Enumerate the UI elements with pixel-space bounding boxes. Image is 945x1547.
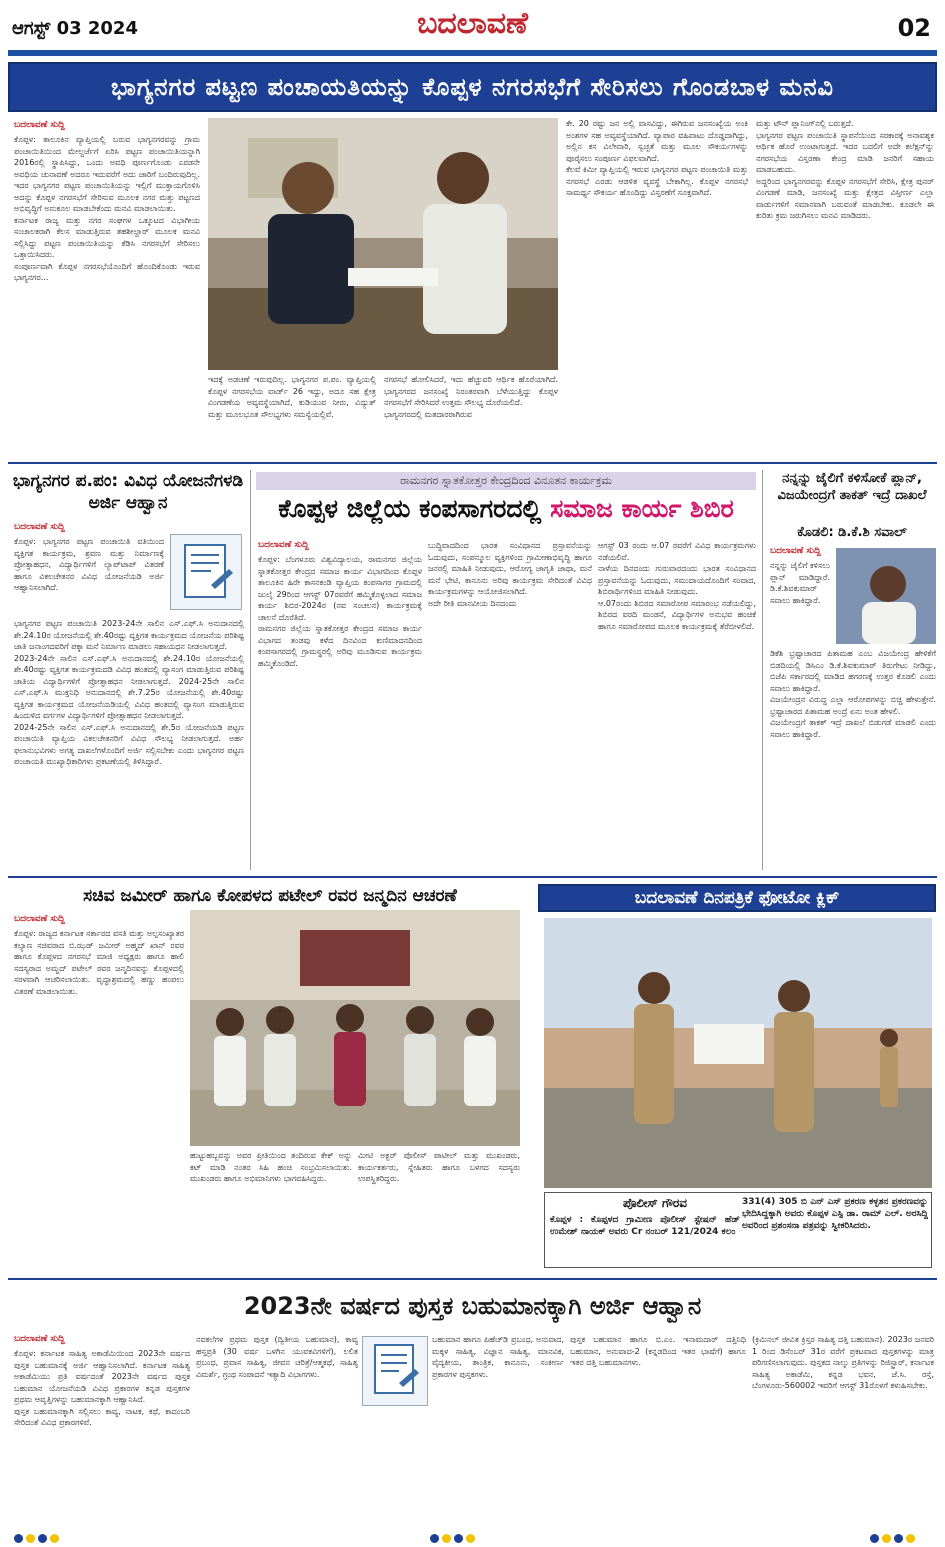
lead-byline: ಬದಲಾವಣೆ ಸುದ್ದಿ (14, 120, 65, 130)
dks-photo (836, 548, 936, 644)
dks-side-text: ನನ್ನನ್ನು ಜೈಲಿಗೆ ಕಳಿಸಲು ಪ್ಲಾನ್ ಮಾಡಿದ್ದಾರೆ. ಡಿ.ಕೆ.ಶಿವಕುಮಾರ್ ಸವಾಲು ಹಾಕಿದ್ದಾರೆ. (770, 561, 830, 605)
photo-caption-left: ಕೊಪ್ಪಳ : ಕೊಪ್ಪಳದ ಗ್ರಾಮೀಣ ಪೊಲೀಸ್ ಸ್ಟೇಷನ್ ಹೆಡ್ ಉಮೇಶ್ ನಾಯಕ್ ಅವರು Cr ನಂಬರ್ 121/2024 ಕಲಂ (550, 1215, 740, 1237)
section-divider (8, 876, 937, 878)
camp-headline (256, 494, 756, 524)
police-photo (544, 918, 932, 1188)
photo-caption-right: 331(4) 305 ಬಿ ಎನ್ ಎಸ್ ಪ್ರಕರಣ ಕಳ್ಳತನ ಪ್ರಕರಣವನ್ನು ಭೇದಿಸಿದ್ದಕ್ಕಾಗಿ ಅವರು ಕೊಪ್ಪಳ ಎಸ್ಪಿ ಡಾ. ರಾಮ್ ಎಲ್. ಅರಸಿದ್ದಿ ಅವರಿಂದ ಪ್ರಶಂಸನಾ ಪತ್ರವನ್ನು ಸ್ವೀಕರಿಸಿದರು. (742, 1197, 928, 1231)
lead-column-4: ಮತ್ತು ಟೌನ್ ಪ್ಲಾನಿಂಗ್‌ನಲ್ಲಿ ಬರುತ್ತದೆ. ಭಾಗ್ಯನಗರ ಪಟ್ಟಣ ಪಂಚಾಯಿತಿ ಸ್ಥಾಪನೆಯಿಂದ ಸರಕಾರಕ್ಕೆ ಅನಾವಶ್ಯಕ ಆರ್ಥಿಕ ಹೊರೆ ಉಂಟಾಗುತ್ತದೆ. ಇದರ ಬದಲಿಗೆ ಅದೇ ಕಲೆಕ್ಷನ್‌ನ್ನು ನಗರಸಭೆಯ ವಿಸ್ತರಣಾ ಕೇಂದ್ರ ಮಾಡಿ ಜನರಿಗೆ ಸಹಾಯ ಮಾಡಬಹುದು. ಅದ್ದರಿಂದ ಭಾಗ್ಯನಗರವನ್ನು ಕೊಪ್ಪಳ ನಗರಸಭೆಗೆ ಸೇರಿಸಿ, ಕ್ಷೇತ್ರ ಪುನರ್ ವಿಂಗಡಣೆ ಮಾಡಿ, ಜನಸಂಖ್ಯೆ ಮತ್ತು ಕ್ಷೇತ್ರದ ವಿಸ್ತೀರ್ಣ ಎಲ್ಲಾ ವಾರ್ಡುಗಳಿಗೆ ಸಮಾನವಾಗಿ ಬರುವಂತೆ ಮಾಡಬೇಕು. ಕೂಡಲೇ ಈ ಕುರಿತು ಕ್ರಮ ಜರುಗಿಸಲು ಮನವಿ ಮಾಡಿದರು. (756, 119, 934, 220)
camp-kicker: ರಾಮನಗರ ಸ್ನಾತಕೋತ್ತರ ಕೇಂದ್ರದಿಂದ ವಿನೂತನ ಕಾರ್ಯಕ್ರಮ (256, 472, 756, 490)
page-number: 02 (897, 14, 931, 42)
dks-subhead: ಕೊಡಲಿ: ಡಿ.ಕೆ.ಶಿ ಸವಾಲ್ (797, 525, 907, 540)
footer-dots-right (870, 1528, 918, 1547)
camp-column-3: ಆಗಸ್ಟ್ 03 ರಂದು ಆ.07 ರವರೆಗೆ ವಿವಿಧ ಕಾರ್ಯಕ್ರಮಗಳು ನಡೆಯಲಿವೆ. ನಾಳೆಯ ದಿನದಂದು ಗುರುವಾರದಂದು ಭಾರತ ಸಂವಿಧಾನದ ಪ್ರಸ್ತಾವನೆಯನ್ನು ಓದುವುದು, ಸಮುದಾಯದೊಂದಿಗೆ ಸಂವಾದ, ಶಿಬಿರಾರ್ಥಿಗಳಿಂದ ಮಾಹಿತಿ ನೀಡುವುದು. ಆ.07ರಂದು ಶಿಬಿರದ ಸಮಾರೋಪ ಸಮಾರಂಭ ನಡೆಯಲಿದ್ದು, ಶಿಬಿರದ ವರದಿ ಮಂಡನೆ, ವಿದ್ಯಾರ್ಥಿಗಳ ಅನುಭವ ಹಂಚಿಕೆ ಹಾಗೂ ಸಮಾರೋಪದ ಮೂಲಕ ಕಾರ್ಯಕ್ರಮಕ್ಕೆ ತೆರೆಬೀಳಲಿದೆ. (598, 541, 756, 631)
lead-photo (208, 118, 558, 370)
schemes-headline: ಭಾಗ್ಯನಗರ ಪ.ಪಂ: ವಿವಿಧ ಯೋಜನೆಗಳಡಿ ಅರ್ಜಿ ಆಹ್ವಾನ (12, 471, 244, 513)
schemes-lead: ಕೊಪ್ಪಳ: ಭಾಗ್ಯನಗರ ಪಟ್ಟಣ ಪಂಚಾಯಿತಿ ವತಿಯಿಂದ ವ್ಯಕ್ತಿಗತ ಕಾರ್ಯಕ್ರಮ, ಶ್ರವಣ ಮತ್ತು ನಿರ್ಮಾಣಕ್ಕೆ ಪ್ರೋತ್ಸಾಹಧನ, ವಿದ್ಯಾರ್ಥಿಗಳಿಗೆ ಲ್ಯಾಪ್‌ಟಾಪ್ ವಿತರಣೆ ಹಾಗೂ ವಿಕಲಚೇತನರ ವಿವಿಧ ಯೋಜನೆಯಡಿ ಅರ್ಜಿ ಆಹ್ವಾನಿಸಲಾಗಿದೆ. (14, 537, 164, 592)
award-column-4: ಪುಸ್ತಕ ಬಹುಮಾನ ಹಾಗೂ ಬಿ.ಎಂ. ಇನಾಮದಾರ್ ದತ್ತಿನಿಧಿ ಬಹುಮಾನ, ಅನುವಾದ-2 (ಕನ್ನಡದಿಂದ ಇತರ ಭಾಷೆಗೆ) ಹಾಗೂ ಇತರ ದತ್ತಿ ಬಹುಮಾನಗಳು. (570, 1335, 746, 1367)
award-column-5: (ಕ್ರಿಮಿನಲ್ ಜೀವಿತ ಕ್ರಿಸ್ತರ ಸಾಹಿತ್ಯ ದತ್ತಿ ಬಹುಮಾನ). 2023ರ ಜನವರಿ 1 ರಿಂದ ಡಿಸೆಂಬರ್ 31ರ ವರೆಗೆ ಪ್ರಕಟವಾದ ಪುಸ್ತಕಗಳನ್ನು ಮಾತ್ರ ಪರಿಗಣಿಸಲಾಗುವುದು. ಪುಸ್ತಕದ ನಾಲ್ಕು ಪ್ರತಿಗಳನ್ನು ರಿಜಿಸ್ಟ್ರಾರ್, ಕರ್ನಾಟಕ ಸಾಹಿತ್ಯ ಅಕಾಡೆಮಿ, ಕನ್ನಡ ಭವನ, ಜೆ.ಸಿ. ರಸ್ತೆ, ಬೆಂಗಳೂರು-560002 ಇವರಿಗೆ ಆಗಸ್ಟ್ 31ರೊಳಗೆ ಕಳುಹಿಸಬೇಕು. (752, 1335, 934, 1390)
issue-date: ಆಗಸ್ಟ್ 03 2024 (12, 18, 138, 39)
birthday-headline: ಸಚಿವ ಜಮೀರ್ ಹಾಗೂ ಕೋಪಳದ ಪಟೇಲ್ ರವರ ಜನ್ಮದಿನ ಆಚರಣೆ (83, 886, 457, 906)
birthday-column-2: ಹುಟ್ಟುಹಬ್ಬವನ್ನು ಅವರ ಪ್ರೀತಿಯಿಂದ ತಂದಿರುವ ಕೇಕ್ ಅನ್ನು ಕಟ್ ಮಾಡಿ ನಂತರ ಸಿಹಿ ಹಂಚಿ ಸಂಭ್ರಮಿಸಲಾಯಿತು. ಮುಖಂಡರು ಹಾಗೂ ಅಭಿಮಾನಿಗಳು ಭಾಗವಹಿಸಿದ್ದರು. (190, 1151, 352, 1183)
footer-dots-center (430, 1528, 478, 1547)
birthday-column-3: ಮೀಟಿ ಅಕ್ಬರ್ ಪೊಲೀಸ್ ಪಾಟೀಲ್ ಮತ್ತು ಮುಖಂಡರು, ಕಾರ್ಯಕರ್ತರು, ಸ್ನೇಹಿತರು ಹಾಗೂ ಬಳಗದ ಸದಸ್ಯರು ಉಪಸ್ಥಿತರಿದ್ದರು. (358, 1151, 520, 1183)
award-form-icon (362, 1336, 428, 1406)
birthday-byline: ಬದಲಾವಣೆ ಸುದ್ದಿ (14, 914, 65, 924)
award-column-3: ಬಹುಮಾನ ಹಾಗೂ ಪಿಹೆಚ್‌ಡಿ ಪ್ರಬಂಧ, ಅನುವಾದ, ಮಕ್ಕಳ ಸಾಹಿತ್ಯ, ವಿಜ್ಞಾನ ಸಾಹಿತ್ಯ, ಮಾನವಿಕ, ವೈದ್ಯಕೀಯ, ತಾಂತ್ರಿಕ, ಕಾನೂನು, ಸಂಕೀರ್ಣ ಪ್ರಕಾರಗಳ ಪುಸ್ತಕಗಳು. (432, 1335, 564, 1379)
lead-column-1: ಕೊಪ್ಪಳ: ತಾಲೂಕಿನ ವ್ಯಾಪ್ತಿಯಲ್ಲಿ ಬರುವ ಭಾಗ್ಯನಗರವನ್ನು ಗ್ರಾಮ ಪಂಚಾಯಿತಿಯಿಂದ ಮೇಲ್ದರ್ಜೆಗೆ ಏರಿಸಿ ಪಟ್ಟಣ ಪಂಚಾಯಿತಿಯನ್ನಾಗಿ 2016ರಲ್ಲಿ ಸ್ಥಾಪಿಸಿದ್ದು, ಒಂದು ಅವಧಿ ಪೂರ್ಣಗೊಂಡು ಎರಡನೇ ಅವಧಿಯ ಚುನಾವಣೆ ಅದರೂ ಇದುವರೆಗೆ ಅದು ಜಾರಿಗೆ ಬಂದಿರುವುದಿಲ್ಲ. ಇದರ ಭಾಗ್ಯನಗರ ಪಟ್ಟಣ ಪಂಚಾಯಿತಿಯನ್ನು ಇಲ್ಲಿಗೆ ಮುಕ್ತಾಯಗೊಳಿಸಿ ಅದನ್ನು ಕೊಪ್ಪಳ ನಗರಸಭೆಗೆ ಸೇರಿಸುವ ಮೂಲಕ ನಗರ ಮತ್ತು ಪಟ್ಟಣದ ಅಭಿವೃದ್ಧಿಗೆ ಅನುಕೂಲ ಮಾಡಬೇಕೆಂದು ಮನವಿ ಮಾಡಲಾಯಿತು. ಕರ್ನಾಟಕ ರಾಜ್ಯ ಮತ್ತು ನಗರ ಸಂಘಗಳ ಒಕ್ಕೂಟದ ವಿಭಾಗೀಯ ಸಂಚಾಲಕರಾಗಿ ಕೆಲಸ ಮಾಡುತ್ತಿರುವ ತಹಶೀಲ್ದಾರ್ ಮೂಲಕ ಮನವಿ ಸಲ್ಲಿಸಿದ್ದು ಪಟ್ಟಣ ಪಂಚಾಯಿತಿಯನ್ನು ಕೆಡಿಸಿ ನಗರಸಭೆಗೆ ಸೇರಿಸಲು ಒತ್ತಾಯಿಸಿದರು. ಸಂಪೂರ್ಣವಾಗಿ ಕೊಪ್ಪಳ ನಗರಸಭೆಯೊಂದಿಗೆ ಹೊಂದಿಕೊಂಡು ಇರುವ ಭಾಗ್ಯನಗರ... (14, 135, 200, 282)
camp-headline-part1: ಕೊಪ್ಪಳ ಜಿಲ್ಲೆಯ ಕಂಪಸಾಗರದಲ್ಲಿ (278, 494, 542, 523)
award-headline: 2023ನೇ ವರ್ಷದ ಪುಸ್ತಕ ಬಹುಮಾನಕ್ಕಾಗಿ ಅರ್ಜಿ ಆಹ್ವಾನ (243, 1292, 702, 1320)
form-icon (170, 534, 242, 610)
section-divider (8, 1278, 937, 1280)
lead-headline: ಭಾಗ್ಯನಗರ ಪಟ್ಟಣ ಪಂಚಾಯತಿಯನ್ನು ಕೊಪ್ಪಳ ನಗರಸಭೆಗೆ ಸೇರಿಸಲು ಗೊಂಡಬಾಳ ಮನವಿ (8, 62, 937, 112)
camp-byline: ಬದಲಾವಣೆ ಸುದ್ದಿ (258, 540, 309, 550)
camp-headline-part2: ಸಮಾಜ ಕಾರ್ಯ ಶಿಬಿರ (550, 494, 734, 523)
award-byline: ಬದಲಾವಣೆ ಸುದ್ದಿ (14, 1334, 65, 1344)
paper-title: ಬದಲಾವಣೆ (417, 6, 528, 41)
dks-byline: ಬದಲಾವಣೆ ಸುದ್ದಿ (770, 546, 821, 556)
photo-caption-title: ಪೊಲೀಸ್ ಗೌರವ (623, 1196, 687, 1210)
award-column-1: ಕೊಪ್ಪಳ: ಕರ್ನಾಟಕ ಸಾಹಿತ್ಯ ಅಕಾಡೆಮಿಯಿಂದ 2023ನೇ ವರ್ಷದ ಪುಸ್ತಕ ಬಹುಮಾನಕ್ಕೆ ಅರ್ಜಿ ಆಹ್ವಾನಿಸಲಾಗಿದೆ. ಕರ್ನಾಟಕ ಸಾಹಿತ್ಯ ಅಕಾಡೆಮಿಯು ಪ್ರತಿ ವರ್ಷದಂತೆ 2023ನೇ ವರ್ಷದ ಪುಸ್ತಕ ಬಹುಮಾನ ಯೋಜನೆಯಡಿ ವಿವಿಧ ಪ್ರಕಾರಗಳ ಕನ್ನಡ ಪುಸ್ತಕಗಳ ಪ್ರಥಮ ಆವೃತ್ತಿಗಳನ್ನು ಬಹುಮಾನಕ್ಕಾಗಿ ಆಹ್ವಾನಿಸಿದೆ. ಪುಸ್ತಕ ಬಹುಮಾನಕ್ಕಾಗಿ ಸಲ್ಲಿಸಲು ಕಾವ್ಯ, ನಾಟಕ, ಕಥೆ, ಕಾದಂಬರಿ ಸೇರಿದಂತೆ ವಿವಿಧ ಪ್ರಕಾರಗಳಿವೆ. (14, 1349, 190, 1427)
birthday-column-1: ಕೊಪ್ಪಳ: ರಾಜ್ಯದ ಕರ್ನಾಟಕ ಸರ್ಕಾರದ ವಸತಿ ಮತ್ತು ಅಲ್ಪಸಂಖ್ಯಾತರ ಕಲ್ಯಾಣ ಸಚಿವರಾದ ಬಿ.ಝಡ್ ಜಮೀರ್ ಅಹ್ಮದ್ ಖಾನ್ ರವರ ಹಾಗೂ ಕೊಪ್ಪಳದ ನಗರಸಭೆ ಮಾಜಿ ಅಧ್ಯಕ್ಷರು ಹಾಗೂ ಹಾಲಿ ಸದಸ್ಯರಾದ ಅಮ್ಜದ್ ಪಟೇಲ್ ರವರ ಜನ್ಮದಿನವನ್ನು ಕೊಪ್ಪಳದಲ್ಲಿ ಸರಳವಾಗಿ ಆಚರಿಸಲಾಯಿತು. ವೃದ್ಧಾಶ್ರಮದಲ್ಲಿ ಹಣ್ಣು ಹಂಪಲು ವಿತರಣೆ ಮಾಡಲಾಯಿತು. (14, 929, 184, 996)
lead-column-2a: ಇದಕ್ಕೆ ಅಡಚಣೆ ಇರುವುದಿಲ್ಲ. ಭಾಗ್ಯನಗರ ಪ.ಪಂ. ವ್ಯಾಪ್ತಿಯಲ್ಲಿ ಕೊಪ್ಪಳ ನಗರಸಭೆಯ ವಾರ್ಡ್ 26 ಇದ್ದು, ಅದೂ ಸಹ ಕ್ಷೇತ್ರ ವಿಂಗಡಣೆಯ ಅವ್ಯವಸ್ಥೆಯಾಗಿದೆ, ಕುಡಿಯುವ ನೀರು, ವಿದ್ಯುತ್ ಮತ್ತು ಮೂಲಭೂತ ಸೌಲಭ್ಯಗಳು ಸಮಸ್ಯೆಯಲ್ಲಿವೆ. (208, 375, 376, 419)
header-rule (8, 50, 937, 56)
award-column-2: ನವಕಲೆಗಳ ಪ್ರಥಮ ಪುಸ್ತಕ (ದ್ವಿತೀಯ ಬಹುಮಾನ), ಕಾವ್ಯ ಹಸ್ತಪ್ರತಿ (30 ವರ್ಷ ಒಳಗಿನ ಯುವಕವಿಗಳಿಗೆ), ಲಲಿತ ಪ್ರಬಂಧ, ಪ್ರವಾಸ ಸಾಹಿತ್ಯ, ಜೀವನ ಚರಿತ್ರೆ/ಆತ್ಮಕಥೆ, ಸಾಹಿತ್ಯ ವಿಮರ್ಶೆ, ಗ್ರಂಥ ಸಂಪಾದನೆ ಇತ್ಯಾದಿ ವಿಭಾಗಗಳು. (196, 1335, 358, 1379)
column-rule (250, 470, 251, 870)
section-divider (8, 462, 937, 464)
lead-column-3: ಕೇ. 20 ರಷ್ಟು ಜನ ಅಲ್ಲಿ ವಾಸವಿದ್ದು, ಈಗಿರುವ ಜನಸಂಖ್ಯೆಯ ಅಂಕಿ ಅಂಶಗಳ ಸಹ ಅವ್ಯವಸ್ಥೆಯಾಗಿದೆ. ವ್ಯಾಪಾರ ವಹಿವಾಟು ದೊಡ್ಡದಾಗಿದ್ದು, ಅಲ್ಲಿನ ಕಸ ವಿಲೇವಾರಿ, ಸ್ವಚ್ಛತೆ ಮತ್ತು ಮೂಲ ಸೌಕರ್ಯಗಳನ್ನು ಪೂರೈಸಲು ಸಂಪೂರ್ಣ ವಿಫಲವಾಗಿದೆ. ಕೆಲವೆ ಕಿಮೀ ವ್ಯಾಪ್ತಿಯಲ್ಲಿ ಇರುವ ಭಾಗ್ಯನಗರ ಪಟ್ಟಣ ಪಂಚಾಯಿತಿ ಮತ್ತು ನಗರಸಭೆ ಎರಡು ಆಡಳಿತ ವ್ಯವಸ್ಥೆ ಬೇಕಾಗಿಲ್ಲ. ಕೊಪ್ಪಳ ನಗರಸಭೆ ಸಾಮರ್ಥ್ಯ ಸೌಕರ್ಯ ಹೊಂದಿದ್ದು ವಿಸ್ತರಣೆಗೆ ಸೂಕ್ತವಾಗಿದೆ. (566, 119, 748, 197)
dks-headline: ನನ್ನನ್ನು ಜೈಲಿಗೆ ಕಳಿಸೋಕೆ ಪ್ಲಾನ್, ವಿಜಯೇಂದ್ರಗೆ ತಾಕತ್ ಇದ್ರೆ ದಾಖಲೆ (777, 471, 927, 503)
footer-dots-left (14, 1528, 62, 1547)
column-rule (762, 470, 763, 870)
camp-column-1: ಕೊಪ್ಪಳ: ಬೆಂಗಳೂರು ವಿಶ್ವವಿದ್ಯಾಲಯ, ರಾಮನಗರ ಜಿಲ್ಲೆಯ ಸ್ನಾತಕೋತ್ತರ ಕೇಂದ್ರದ ಸಮಾಜ ಕಾರ್ಯ ವಿಭಾಗದಿಂದ ಕೊಪ್ಪಳ ತಾಲೂಕಿನ ಹಿರೇ ಕಾಸನಕಂಡಿ ವ್ಯಾಪ್ತಿಯ ಕಂಪಸಾಗರ ಗ್ರಾಮದಲ್ಲಿ ಜುಲೈ 29ರಿಂದ ಆಗಸ್ಟ್ 07ರವರೆಗೆ ಹಮ್ಮಿಕೊಳ್ಳಲಾದ ಸಮಾಜ ಕಾರ್ಯ ಶಿಬಿರ-2024ರ (ನವ ಸಂಚಲನ) ಕಾರ್ಯಕ್ರಮಕ್ಕೆ ಚಾಲನೆ ದೊರೆತಿದೆ. ರಾಮನಗರ ಜಿಲ್ಲೆಯ ಸ್ನಾತಕೋತ್ತರ ಕೇಂದ್ರದ ಸಮಾಜ ಕಾರ್ಯ ವಿಭಾಗದ ತಂಡವು ಕಳೆದ ದಿನವಿಂದ ಕುಣಿಮಾದನದಿಂದ ಕಂಪಸಾಗರದಲ್ಲಿ ಗ್ರಾಮಸ್ಥರಲ್ಲಿ ಅರಿವು ಮೂಡಿಸುವ ಕಾರ್ಯಕ್ರಮ ಹಮ್ಮಿಕೊಂಡಿದೆ. (258, 555, 422, 668)
camp-column-2: ಬುದ್ಧಿವಾದದಿಂದ ಭಾರತ ಸಂವಿಧಾನದ ಪ್ರಸ್ತಾವನೆಯನ್ನು ಓದುವುದು, ಸಂಪನ್ಮೂಲ ವ್ಯಕ್ತಿಗಳಿಂದ ಗ್ರಾಮೀಣಾಭಿವೃದ್ಧಿ ಹಾಗೂ ಜನರಲ್ಲಿ ಮಾಹಿತಿ ನೀಡುವುದು, ಆರೋಗ್ಯ ಜಾಗೃತಿ ಜಾಥಾ, ಮನೆ ಮನೆ ಭೇಟಿ, ಕಾನೂನು ಅರಿವು ಕಾರ್ಯಕ್ರಮ ಸೇರಿದಂತೆ ವಿವಿಧ ಕಾರ್ಯಕ್ರಮಗಳನ್ನು ಆಯೋಜಿಸಲಾಗಿದೆ. ಅದೇ ರೀತಿ ಮಾನವೀಯ ದಿನದಂದು (428, 541, 592, 608)
lead-column-2b: ನಗರಸಭೆ ಹೋಲಿಸಿದರೆ, ಇದು ಹೆಚ್ಚುವರಿ ಆರ್ಥಿಕ ಹೊರೆಯಾಗಿದೆ. ಭಾಗ್ಯನಗರದ ಜನಸಂಖ್ಯೆ ನಿರಂತರವಾಗಿ ಬೆಳೆಯುತ್ತಿದ್ದು ಕೊಪ್ಪಳ ನಗರಸಭೆಗೆ ಸೇರಿಸಿದರೆ ಉತ್ತಮ ಸೌಲಭ್ಯ ದೊರೆಯಲಿದೆ. ಭಾಗ್ಯನಗರದಲ್ಲಿ ಮತದಾರರಾಗಿರುವ (384, 375, 558, 419)
birthday-photo (190, 910, 520, 1146)
schemes-byline: ಬದಲಾವಣೆ ಸುದ್ದಿ (14, 522, 65, 532)
schemes-body: ಭಾಗ್ಯನಗರ ಪಟ್ಟಣ ಪಂಚಾಯಿತಿ 2023-24ನೇ ಸಾಲಿನ ಎಸ್.ಎಫ್.ಸಿ ಅನುದಾನದಲ್ಲಿ ಶೇ.24.10ರ ಯೋಜನೆಯಲ್ಲಿ ಶೇ.40ರಷ್ಟು ವ್ಯಕ್ತಿಗತ ಕಾರ್ಯಕ್ರಮದ ಯೋಜನೆಯ ಪರಿಶಿಷ್ಟ ಜಾತಿ ಜನಾಂಗದವರಿಗೆ ಪಕ್ಕಾ ಮನೆ ನಿರ್ಮಾಣ ಮಾಡಲು ಸಹಾಯಧನ ನೀಡಲಾಗುತ್ತದೆ. 2023-24ನೇ ಸಾಲಿನ ಎಸ್.ಎಫ್.ಸಿ ಅನುದಾನದಲ್ಲಿ ಶೇ.24.10ರ ಯೋಜನೆಯಲ್ಲಿ ಶೇ.40ರಷ್ಟು ವ್ಯಕ್ತಿಗತ ಕಾರ್ಯಕ್ರಮದಡಿ ವಿವಿಧ ಹಂತದಲ್ಲಿ ವ್ಯಾಸಂಗ ಮಾಡುತ್ತಿರುವ ಪರಿಶಿಷ್ಟ ಜಾತಿಯ ವಿದ್ಯಾರ್ಥಿಗಳಿಗೆ ಪ್ರೋತ್ಸಾಹಧನ ನೀಡಲಾಗುತ್ತದೆ. 2024-25ನೇ ಸಾಲಿನ ಎಸ್.ಎಫ್.ಸಿ ಮುಕ್ತನಿಧಿ ಅನುದಾನದಲ್ಲಿ ಶೇ.7.25ರ ಯೋಜನೆಯಲ್ಲಿ ಶೇ.40ರಷ್ಟು ವ್ಯಕ್ತಿಗತ ಕಾರ್ಯಕ್ರಮದ ಯೋಜನೆಯಡಿಯಲ್ಲಿ ವಿವಿಧ ಹಂತದಲ್ಲಿ ವ್ಯಾಸಂಗ ಮಾಡುತ್ತಿರುವ ಹಿಂದುಳಿದ ವರ್ಗಗಳ ವಿದ್ಯಾರ್ಥಿಗಳಿಗೆ ಪ್ರೋತ್ಸಾಹಧನ ನೀಡಲಾಗುತ್ತದೆ. 2024-25ನೇ ಸಾಲಿನ ಎಸ್.ಎಫ್.ಸಿ ಅನುದಾನದಲ್ಲಿ ಶೇ.5ರ ಯೋಜನೆಯಡಿ ಪಟ್ಟಣ ಪಂಚಾಯಿತಿ ವ್ಯಾಪ್ತಿಯ ವಿಕಲಚೇತನರಿಗೆ ವಿವಿಧ ಸೌಲಭ್ಯ ನೀಡಲಾಗುತ್ತದೆ. ಅರ್ಹ ಫಲಾನುಭವಿಗಳು ಅಗತ್ಯ ದಾಖಲೆಗಳೊಂದಿಗೆ ಅರ್ಜಿ ಸಲ್ಲಿಸಬೇಕು ಎಂದು ಭಾಗ್ಯನಗರ ಪಟ್ಟಣ ಪಂಚಾಯತಿ ಮುಖ್ಯಾಧಿಕಾರಿಗಳು ಪ್ರಕಟಣೆಯಲ್ಲಿ ತಿಳಿಸಿದ್ದಾರೆ. (14, 619, 244, 766)
lead-photo-illustration (208, 118, 558, 370)
photo-click-headline: ಬದಲಾವಣೆ ದಿನಪತ್ರಿಕೆ ಫೋಟೋ ಕ್ಲಿಕ್ (538, 884, 936, 912)
dks-body: ಡಿಕೆಶಿ ಭ್ರಷ್ಟಾಚಾರದ ಪಿತಾಮಹ ಎಂಬ ವಿಜಯೇಂದ್ರ ಹೇಳಿಕೆಗೆ ಬಿಡದಿಯಲ್ಲಿ ಡಿಸಿಎಂ ಡಿ.ಕೆ.ಶಿವಕುಮಾರ್ ತಿರುಗೇಟು ನೀಡಿದ್ದು, ಬಿಜೆಪಿ ಸರ್ಕಾರದಲ್ಲಿ ಮಾಡಿದ ಹಗರಣಕ್ಕೆ ಉತ್ತರ ಕೊಡಲಿ ಎಂದು ಸವಾಲು ಹಾಕಿದ್ದಾರೆ. ವಿಜಯೇಂದ್ರನ ವಿರುದ್ಧ ಎಲ್ಲಾ ಆರೋಪಗಳನ್ನು ಬಿಚ್ಚಿ ಹೇಳುತ್ತೇನೆ. ಭ್ರಷ್ಟಾಚಾರದ ಪಿತಾಮಹ ಅಂದ್ರೆ ಏನು ಅಂತ ಹೇಳಲಿ. ವಿಜಯೇಂದ್ರಗೆ ತಾಕತ್ ಇದ್ರೆ ದಾಖಲೆ ಬಿಡುಗಡೆ ಮಾಡಲಿ ಎಂದು ಸವಾಲು ಹಾಕಿದ್ದಾರೆ. (770, 649, 936, 739)
